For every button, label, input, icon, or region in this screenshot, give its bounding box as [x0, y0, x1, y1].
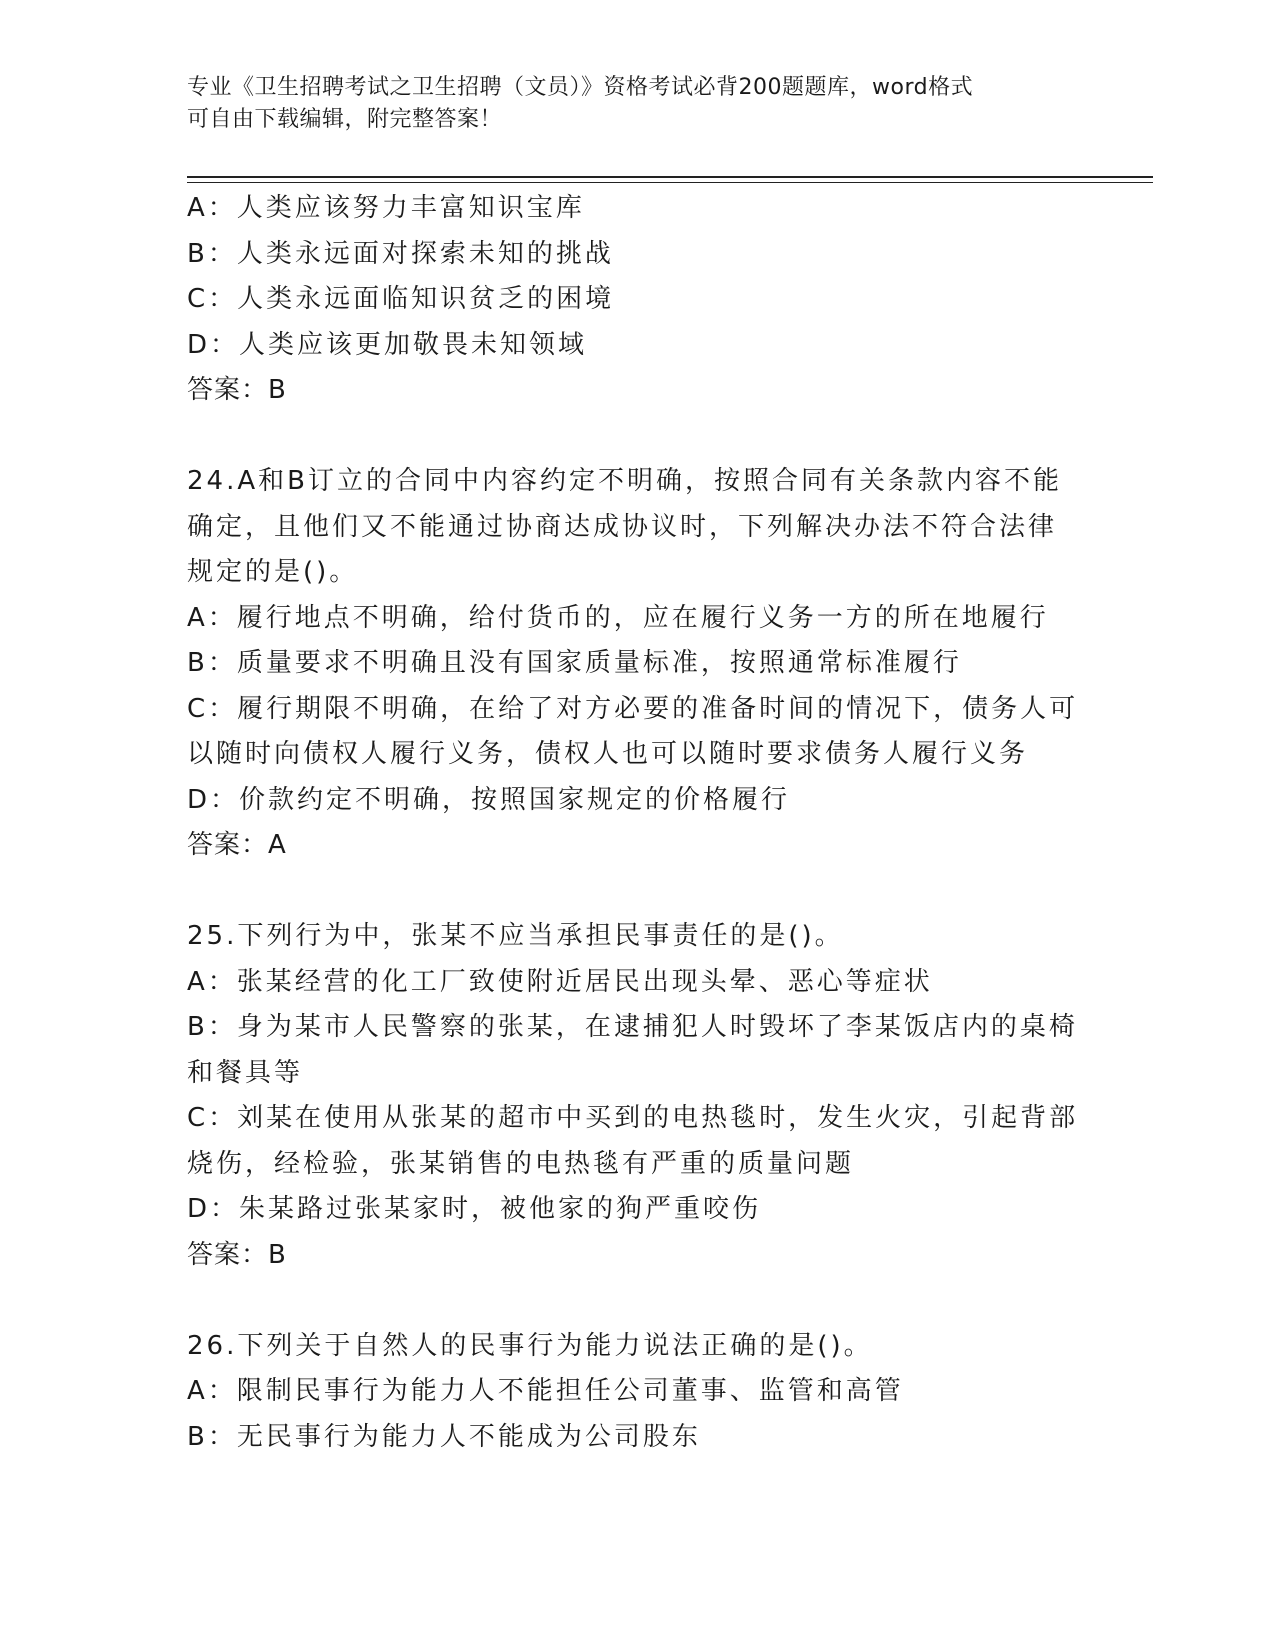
option-a: A：履行地点不明确，给付货币的，应在履行义务一方的所在地履行 — [187, 602, 1049, 633]
option-c: C：履行期限不明确，在给了对方必要的准备时间的情况下，债务人可 — [187, 693, 1079, 724]
document-body — [187, 186, 1087, 1460]
option-b: B：身为某市人民警察的张某，在逮捕犯人时毁坏了李某饭店内的桌椅 — [187, 1012, 1078, 1042]
spacer — [187, 414, 1087, 460]
option-d: D：人类应该更加敬畏未知领域 — [187, 329, 588, 360]
answer: 答案：A — [187, 830, 287, 860]
option-b: B：无民事行为能力人不能成为公司股东 — [187, 1421, 701, 1452]
option-c-continued: 以随时向债权人履行义务，债权人也可以随时要求债务人履行义务 — [187, 739, 1029, 769]
header-line: 可自由下载编辑，附完整答案！ — [187, 107, 503, 132]
option-d: D：价款约定不明确，按照国家规定的价格履行 — [187, 784, 791, 815]
header-divider-thin — [187, 182, 1153, 183]
option-d: D：朱某路过张某家时，被他家的狗严重咬伤 — [187, 1194, 762, 1224]
option-c-continued: 烧伤，经检验，张某销售的电热毯有严重的质量问题 — [187, 1148, 855, 1179]
question-stem: 25.下列行为中，张某不应当承担民事责任的是()。 — [187, 921, 844, 951]
option-b: B：质量要求不明确且没有国家质量标准，按照通常标准履行 — [187, 648, 962, 678]
question-stem: 24.A和B订立的合同中内容约定不明确，按照合同有关条款内容不能 — [187, 466, 1062, 496]
option-a: A：限制民事行为能力人不能担任公司董事、监管和高管 — [187, 1376, 904, 1406]
option-c: C：人类永远面临知识贫乏的困境 — [187, 284, 615, 314]
header-line: 专业《卫生招聘考试之卫生招聘（文员）》资格考试必背200题题库，word格式 — [187, 75, 974, 100]
spacer — [187, 869, 1087, 915]
question-stem: 规定的是()。 — [187, 557, 359, 587]
answer: 答案：B — [187, 1239, 287, 1270]
question-stem: 确定，且他们又不能通过协商达成协议时，下列解决办法不符合法律 — [187, 511, 1058, 542]
question-23 — [187, 186, 1087, 414]
document-header — [187, 72, 1067, 136]
option-a: A：人类应该努力丰富知识宝库 — [187, 193, 585, 223]
option-a: A：张某经营的化工厂致使附近居民出现头晕、恶心等症状 — [187, 966, 933, 997]
spacer — [187, 1278, 1087, 1324]
question-25 — [187, 914, 1087, 1278]
header-divider — [187, 176, 1153, 178]
option-b: B：人类永远面对探索未知的挑战 — [187, 238, 614, 269]
question-stem: 26.下列关于自然人的民事行为能力说法正确的是()。 — [187, 1330, 873, 1361]
question-24 — [187, 459, 1087, 869]
question-26 — [187, 1324, 1087, 1461]
option-c: C：刘某在使用从张某的超市中买到的电热毯时，发生火灾，引起背部 — [187, 1103, 1079, 1133]
answer: 答案：B — [187, 375, 287, 405]
option-b-continued: 和餐具等 — [187, 1057, 304, 1088]
